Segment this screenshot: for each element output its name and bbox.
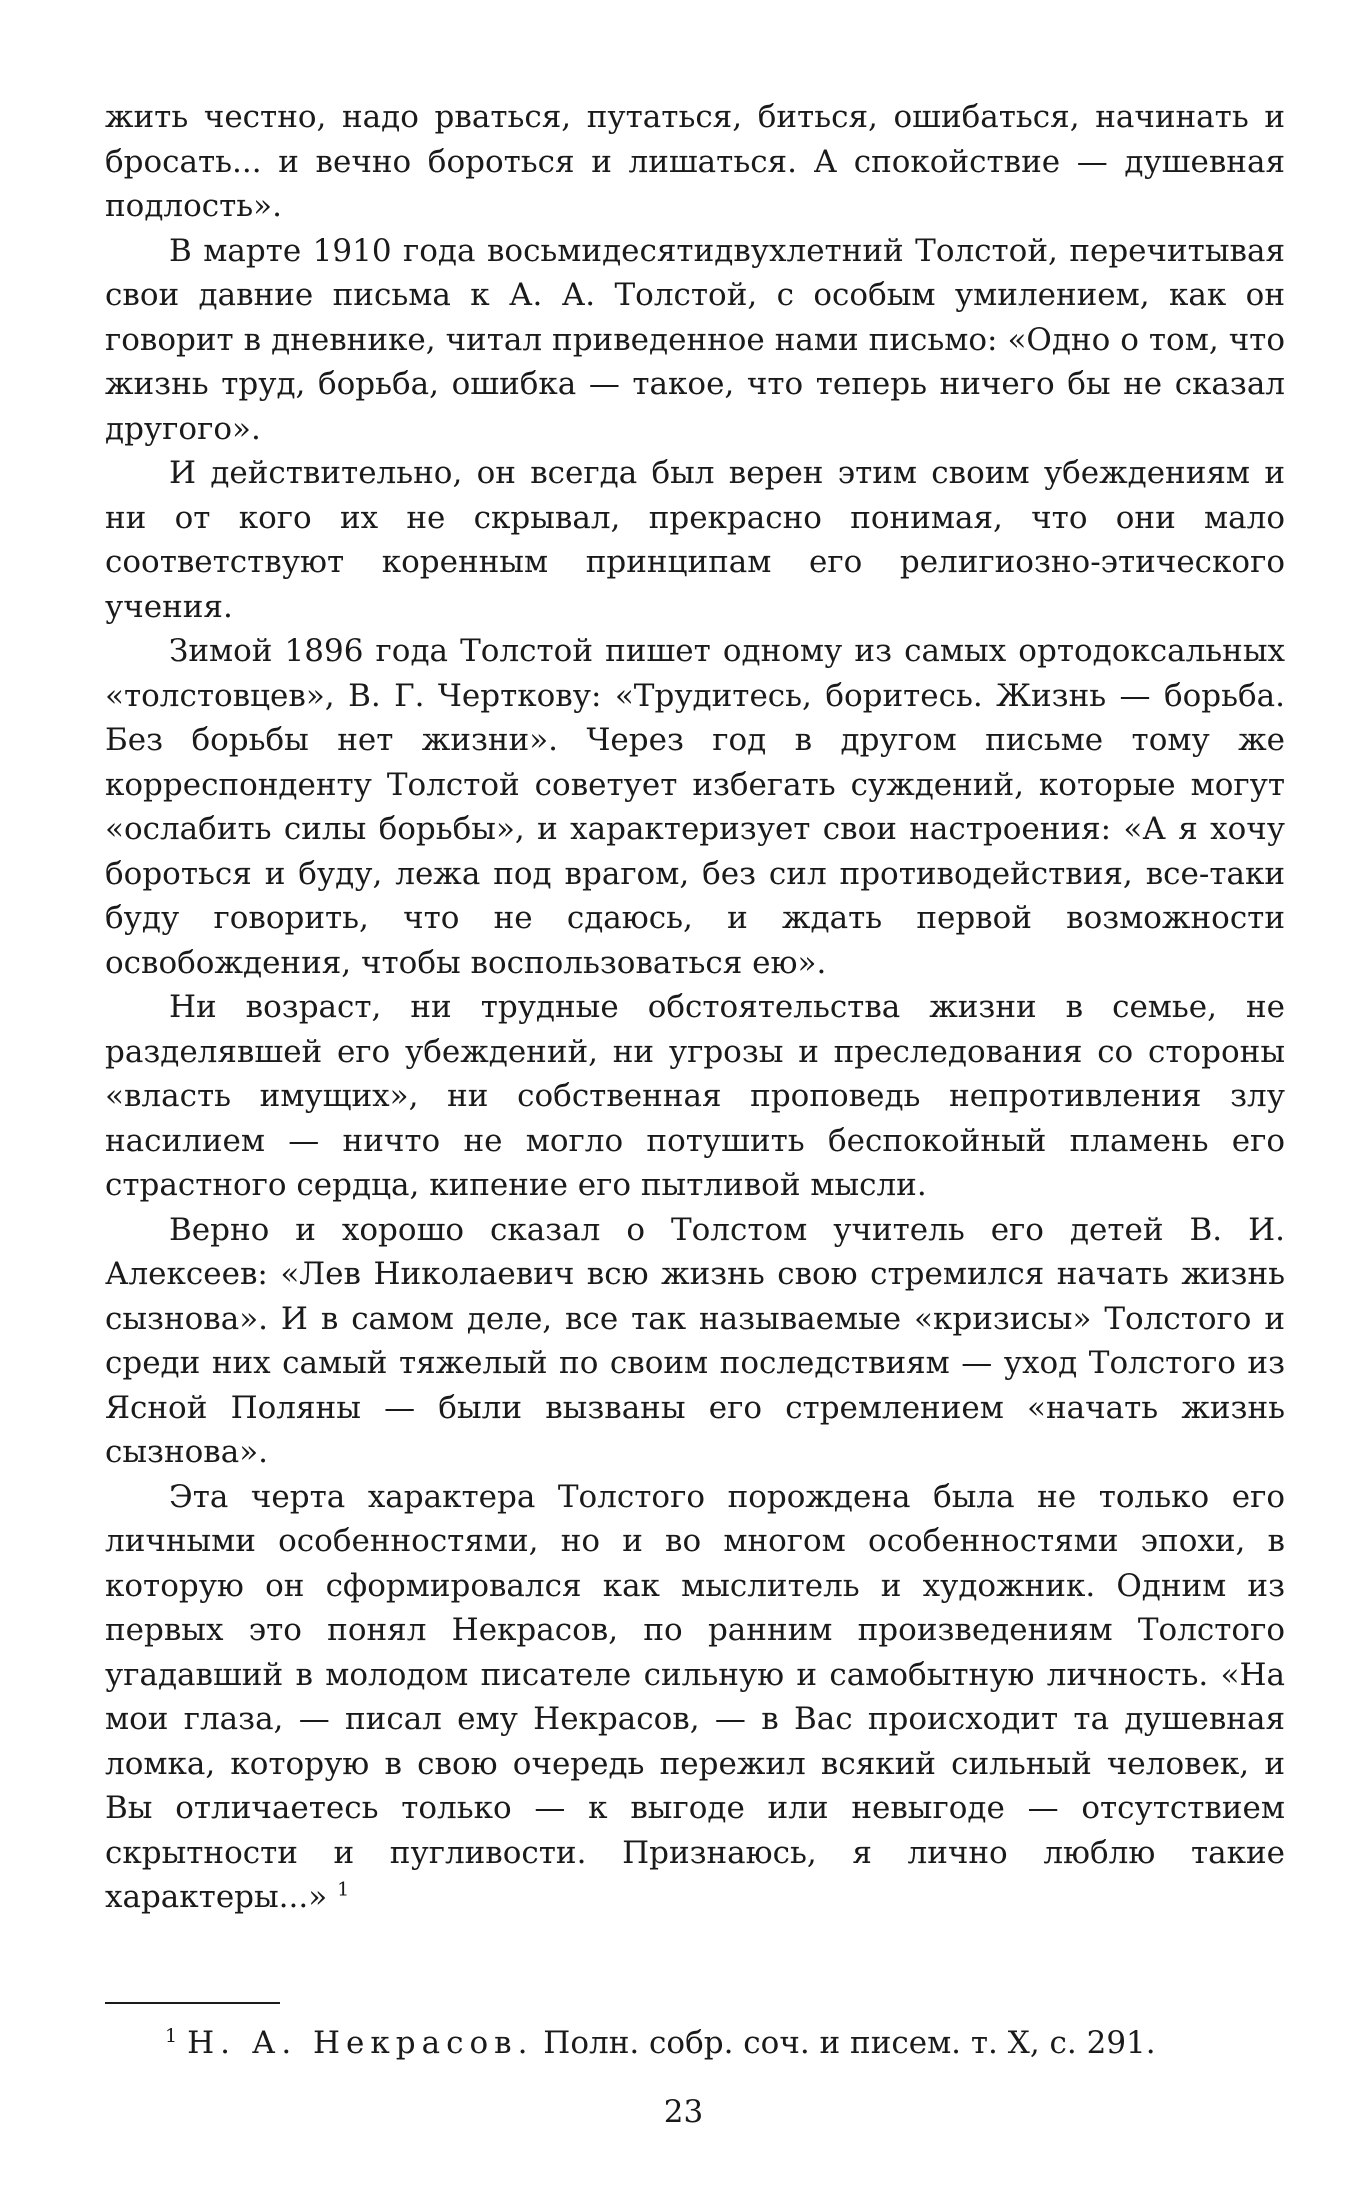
footnote (165, 2021, 1285, 2065)
footnote-text: Полн. собр. соч. и писем. т. X, с. 291. (543, 2025, 1156, 2061)
paragraph-7-text: Эта черта характера Толстого порождена была не только его личными особенностями, но и во многом особенностями эпохи, в которую он сформировался как мыслитель и художник. Одним из первых это понял Некрасов, по ранним произведениям Толстого угадавший в молодом писателе сильную и самобытную личность. «На мои глаза, — писал ему Некрасов, — в Вас происходит та душевная ломка, которую в свою очередь пережил всякий сильный человек, и Вы отличаетесь только — к выгоде или невыгоде — отсутствием скрытности и пугливости. Признаюсь, я лично люблю такие характеры...» (105, 1478, 1285, 1915)
paragraph-6: Верно и хорошо сказал о Толстом учитель его детей В. И. Алексеев: «Лев Николаевич всю жизнь свою стремился начать жизнь сызнова». И в самом деле, все так называемые «кризисы» Толстого и среди них самый тяжелый по своим последствиям — уход Толстого из Ясной Поляны — были вызваны его стремлением «начать жизнь сызнова». (105, 1211, 1285, 1470)
paragraph-2: В марте 1910 года восьмидесятидвухлетний Толстой, перечитывая свои давние письма к А. А. Толстой, с особым умилением, как он говорит в дневнике, читал приведенное нами письмо: «Одно о том, что жизнь труд, борьба, ошибка — такое, что теперь ничего бы не сказал другого». (105, 232, 1285, 447)
paragraph-1: жить честно, надо рваться, путаться, биться, ошибаться, начинать и бросать... и вечно бороться и лишаться. А спокойствие — душевная подлость». (105, 99, 1285, 224)
footnote-mark: 1 (165, 2024, 178, 2047)
paragraph-5: Ни возраст, ни трудные обстоятельства жизни в семье, не разделявшей его убеждений, ни угрозы и преследования со стороны «власть имущих», ни собственная проповедь непротивления злу насилием — ничто не могло потушить беспокойный пламень его страстного сердца, кипение его пытливой мысли. (105, 989, 1285, 1203)
footnote-reference[interactable]: 1 (337, 1878, 350, 1901)
paragraph-4: Зимой 1896 года Толстой пишет одному из самых ортодоксальных «толстовцев», В. Г. Черткову: «Трудитесь, боритесь. Жизнь — борьба. Без борьбы нет жизни». Через год в другом письме тому же корреспонденту Толстой советует избегать суждений, которые могут «ослабить силы борьбы», и характеризует свои настроения: «А я хочу бороться и буду, лежа под врагом, без сил противодействия, все-таки буду говорить, что не сдаюсь, и ждать первой возможности освобождения, чтобы воспользоваться ею». (105, 633, 1285, 981)
footnote-divider (105, 2002, 280, 2004)
page-body (105, 95, 1285, 1920)
footnote-author: Н. А. Некрасов. (187, 2025, 534, 2061)
paragraph-7 (105, 1475, 1285, 1920)
page-number: 23 (663, 2094, 704, 2130)
paragraph-3: И действительно, он всегда был верен этим своим убеждениям и ни от кого их не скрывал, прекрасно понимая, что они мало соответствуют коренным принципам его религиозно-этического учения. (105, 455, 1285, 625)
